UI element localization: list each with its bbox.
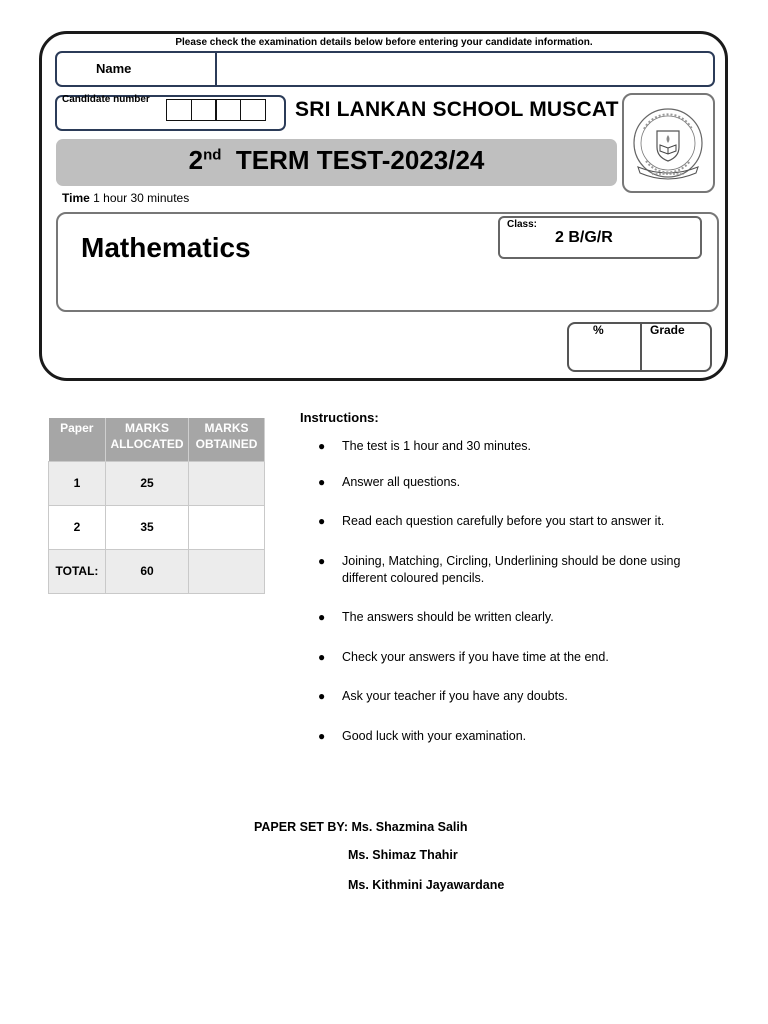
school-logo (622, 93, 715, 193)
bullet-icon: ● (318, 554, 326, 568)
instruction-text: Ask your teacher if you have any doubts. (342, 689, 568, 703)
grade-divider (640, 323, 642, 371)
candidate-digit-cell[interactable] (166, 99, 192, 121)
term-title (56, 145, 617, 176)
grade-label: Grade (650, 323, 685, 337)
instruction-text: Answer all questions. (342, 475, 461, 489)
class-value: 2 B/G/R (555, 229, 613, 246)
bullet-icon: ● (318, 475, 326, 489)
candidate-number-label: Candidate number (62, 94, 150, 105)
subject-title: Mathematics (81, 232, 251, 263)
instruction-text: Read each question carefully before you start to answer it. (342, 514, 665, 528)
paper-cell: 1 (49, 461, 106, 505)
candidate-digit-cell[interactable] (240, 99, 266, 121)
teacher-name: Ms. Kithmini Jayawardane (348, 878, 505, 892)
paper-set-by (254, 820, 468, 834)
teacher-name: Ms. Shazmina Salih (351, 820, 468, 834)
table-row (49, 549, 265, 593)
school-crest-icon (624, 95, 713, 191)
teacher-name: Ms. Shimaz Thahir (348, 848, 458, 862)
exam-notice: Please check the examination details below before entering your candidate information. (175, 37, 593, 48)
instruction-text: The answers should be written clearly. (342, 610, 554, 624)
col-header-marks-allocated: MARKS ALLOCATED (106, 418, 189, 461)
instruction-text: Joining, Matching, Circling, Underlining should be done using different coloured pencils. (342, 554, 681, 585)
obtained-cell[interactable] (189, 505, 265, 549)
marks-table-header (49, 418, 265, 461)
time-label: Time (62, 191, 90, 205)
bullet-icon: ● (318, 650, 326, 664)
allocated-cell: 60 (106, 549, 189, 593)
col-header-marks-obtained: MARKS OBTAINED (189, 418, 265, 461)
paper-cell: TOTAL: (49, 549, 106, 593)
table-row (49, 461, 265, 505)
col-header-paper: Paper (49, 418, 106, 461)
time-line (62, 191, 189, 205)
name-label: Name (96, 61, 132, 76)
bullet-icon: ● (318, 439, 326, 453)
paper-cell: 2 (49, 505, 106, 549)
table-row (49, 505, 265, 549)
candidate-digit-cell[interactable] (215, 99, 241, 121)
allocated-cell: 25 (106, 461, 189, 505)
allocated-cell: 35 (106, 505, 189, 549)
candidate-number-cells (166, 99, 266, 121)
instruction-text: Check your answers if you have time at the end. (342, 650, 609, 664)
class-label: Class: (507, 219, 538, 230)
paper-set-by-label: PAPER SET BY: (254, 820, 348, 834)
bullet-icon: ● (318, 729, 326, 743)
name-field[interactable] (55, 51, 715, 87)
percent-label: % (593, 323, 604, 337)
marks-table (48, 418, 265, 594)
term-ordinal: 2 (188, 145, 204, 175)
bullet-icon: ● (318, 610, 326, 624)
school-name: SRI LANKAN SCHOOL MUSCAT (295, 98, 619, 121)
obtained-cell[interactable] (189, 549, 265, 593)
term-ordinal-suffix: nd (203, 146, 222, 164)
bullet-icon: ● (318, 689, 326, 703)
candidate-digit-cell[interactable] (191, 99, 217, 121)
name-divider (215, 52, 217, 86)
instruction-text: Good luck with your examination. (342, 729, 527, 743)
time-value: 1 hour 30 minutes (93, 191, 190, 205)
instructions-heading: Instructions: (300, 410, 379, 425)
instruction-text: The test is 1 hour and 30 minutes. (342, 439, 531, 453)
bullet-icon: ● (318, 514, 326, 528)
term-title-text: TERM TEST-2023/24 (235, 145, 485, 175)
obtained-cell[interactable] (189, 461, 265, 505)
